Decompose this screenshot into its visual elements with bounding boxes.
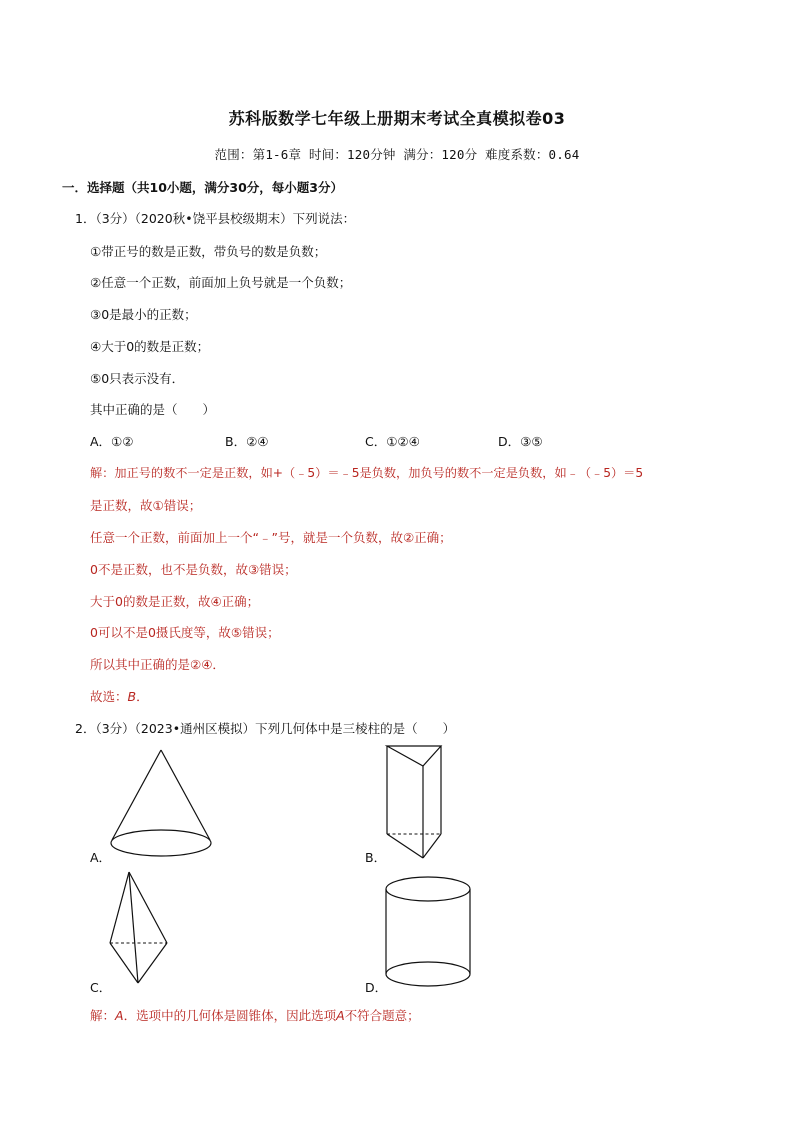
q1-answer-suffix: ． (136, 689, 149, 704)
document-subtitle: 范围：第1-6章 时间：120分钟 满分：120分 难度系数：0.64 (214, 147, 580, 162)
document-title: 苏科版数学七年级上册期末考试全真模拟卷03 (228, 109, 566, 128)
question-1-stem: 1．（3分）（2020秋•饶平县校级期末）下列说法： (75, 211, 356, 226)
question-2-stem: 2．（3分）（2023•通州区模拟）下列几何体中是三棱柱的是（ ） (75, 721, 456, 736)
q1-solution-line-6: 0可以不是0摄氏度等，故⑤错误； (90, 625, 280, 640)
q1-statement-5: ⑤0只表示没有． (90, 371, 185, 386)
cone-figure (108, 748, 218, 858)
q1-statement-4: ④大于0的数是正数； (90, 339, 210, 354)
q1-solution-line-2: 是正数，故①错误； (90, 498, 202, 513)
cylinder-figure (385, 876, 475, 994)
q2-option-a: A． (90, 850, 112, 865)
q1-solution-line-3: 任意一个正数，前面加上一个“﹣”号，就是一个负数，故②正确； (90, 530, 452, 545)
q1-statement-1: ①带正号的数是正数，带负号的数是负数； (90, 244, 327, 259)
q2-solution-line-1 (90, 1006, 420, 1024)
q2-solution-mid: ．选项中的几何体是圆锥体，因此选项 (123, 1008, 337, 1023)
q1-prompt: 其中正确的是（ ） (90, 402, 216, 417)
q1-solution-line-1: 解：加正号的数不一定是正数，如+（﹣5）＝﹣5是负数，加负号的数不一定是负数，如﹣（﹣5）＝5 (90, 466, 644, 480)
q1-option-d: D．③⑤ (498, 434, 543, 449)
q1-answer-letter: B (127, 689, 137, 704)
q1-statement-2: ②任意一个正数，前面加上负号就是一个负数； (90, 275, 352, 290)
q1-solution-line-4: 0不是正数，也不是负数，故③错误； (90, 562, 297, 577)
q1-solution-line-7: 所以其中正确的是②④． (90, 657, 225, 672)
q1-answer (90, 687, 149, 705)
q1-statement-3: ③0是最小的正数； (90, 307, 197, 322)
q1-solution-line-5: 大于0的数是正数，故④正确； (90, 594, 260, 609)
q2-solution-option-letter: A (115, 1008, 124, 1023)
triangular-prism-figure (385, 744, 475, 864)
q2-solution-prefix: 解： (90, 1008, 116, 1023)
q2-option-b: B． (365, 850, 387, 865)
q2-solution-end: 不符合题意； (344, 1008, 420, 1023)
q1-option-b: B．②④ (225, 434, 269, 449)
section-header: 一．选择题（共10小题，满分30分，每小题3分） (62, 180, 343, 195)
q2-option-c: C． (90, 980, 112, 995)
q1-answer-prefix: 故选： (90, 689, 128, 704)
q1-option-c: C．①②④ (365, 434, 420, 449)
q1-option-a: A．①② (90, 434, 134, 449)
q2-solution-option-letter-2: A (336, 1008, 345, 1023)
triangular-pyramid-figure (108, 870, 173, 990)
q2-option-d: D． (365, 980, 388, 995)
